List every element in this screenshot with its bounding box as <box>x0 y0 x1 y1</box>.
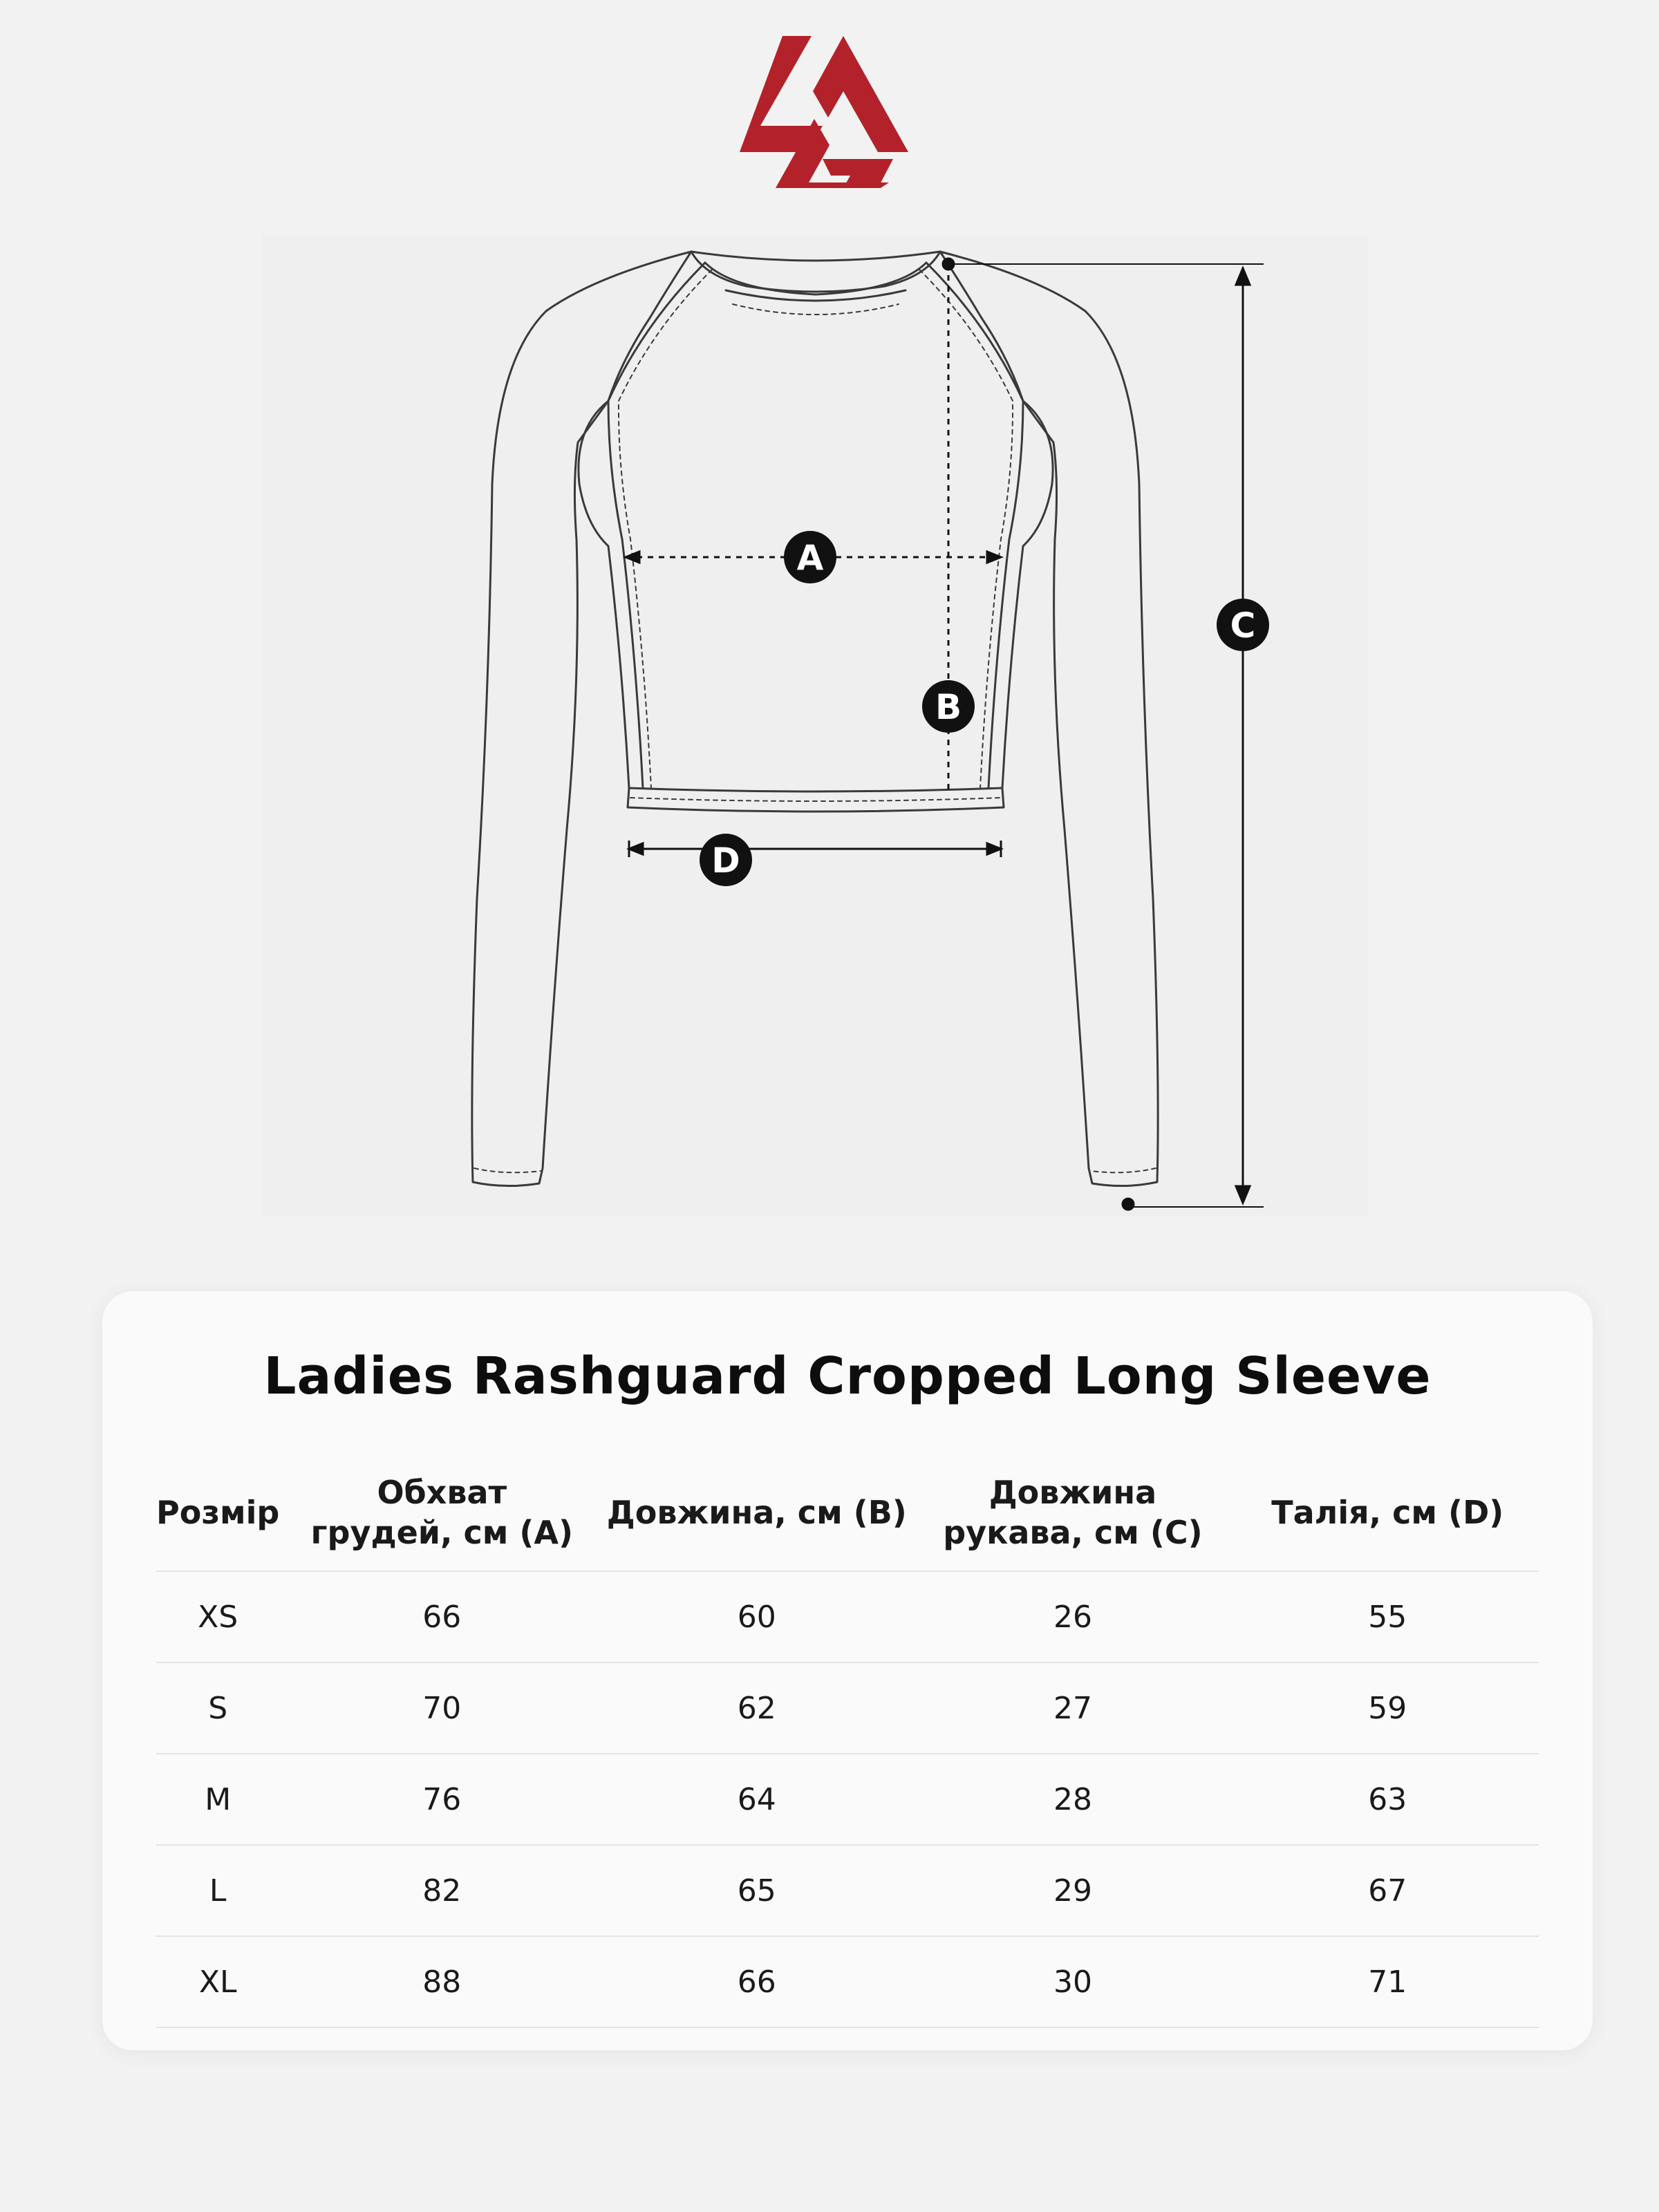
cell-length: 62 <box>604 1662 909 1754</box>
cell-size: L <box>156 1845 279 1936</box>
header-sleeve: Довжина рукава, см (C) <box>909 1454 1236 1571</box>
cell-waist: 71 <box>1237 1936 1539 2027</box>
cell-length: 66 <box>604 1936 909 2027</box>
header-size: Розмір <box>156 1454 279 1571</box>
table-row <box>156 1662 1539 1754</box>
cell-chest: 88 <box>279 1936 604 2027</box>
cell-length: 64 <box>604 1754 909 1845</box>
table-row <box>156 1936 1539 2027</box>
size-chart-title: Ladies Rashguard Cropped Long Sleeve <box>263 1347 1432 1406</box>
cell-waist: 67 <box>1237 1845 1539 1936</box>
cell-sleeve: 27 <box>909 1662 1236 1754</box>
table-header-row <box>156 1454 1539 1571</box>
table-row <box>156 1845 1539 1936</box>
cell-size: M <box>156 1754 279 1845</box>
cell-chest: 76 <box>279 1754 604 1845</box>
header-chest: Обхват грудей, см (A) <box>279 1454 604 1571</box>
cell-waist: 55 <box>1237 1571 1539 1662</box>
marker-c-label: C <box>1230 606 1256 646</box>
cell-sleeve: 26 <box>909 1571 1236 1662</box>
marker-b-label: B <box>935 687 962 727</box>
marker-a <box>784 531 836 583</box>
cell-chest: 66 <box>279 1571 604 1662</box>
cell-size: XS <box>156 1571 279 1662</box>
size-chart-card <box>102 1291 1593 2050</box>
marker-d <box>700 834 752 886</box>
cell-length: 60 <box>604 1571 909 1662</box>
table-row <box>156 1754 1539 1845</box>
cell-sleeve: 28 <box>909 1754 1236 1845</box>
cell-size: S <box>156 1662 279 1754</box>
header-length: Довжина, см (B) <box>604 1454 909 1571</box>
cell-size: XL <box>156 1936 279 2027</box>
marker-a-label: A <box>796 538 824 578</box>
size-table <box>156 1454 1539 2028</box>
table-row <box>156 1571 1539 1662</box>
arrow-a-left <box>626 552 639 563</box>
marker-b <box>922 680 975 733</box>
cell-chest: 82 <box>279 1845 604 1936</box>
cell-length: 65 <box>604 1845 909 1936</box>
cell-waist: 63 <box>1237 1754 1539 1845</box>
cell-sleeve: 30 <box>909 1936 1236 2027</box>
cell-waist: 59 <box>1237 1662 1539 1754</box>
cell-chest: 70 <box>279 1662 604 1754</box>
header-waist: Талія, см (D) <box>1237 1454 1539 1571</box>
marker-c <box>1217 599 1269 651</box>
cell-sleeve: 29 <box>909 1845 1236 1936</box>
marker-d-label: D <box>711 841 740 881</box>
rashguard-outline <box>472 252 1158 1186</box>
